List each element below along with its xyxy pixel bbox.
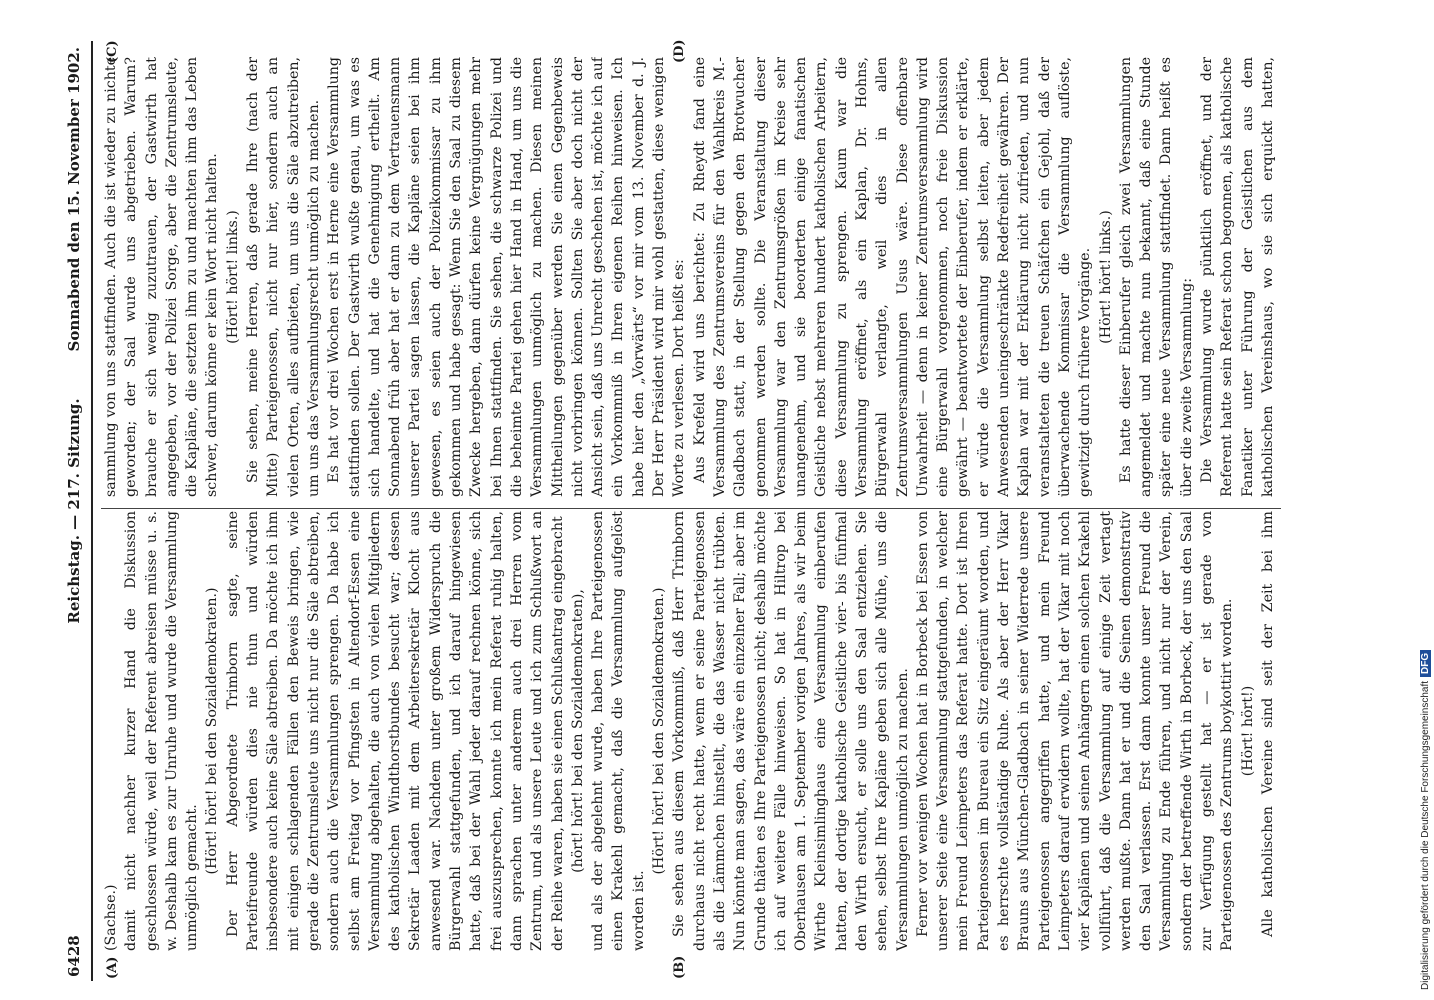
paragraph: Es hatte dieser Einberufer gleich zwei Versammlungen angemeldet und machte nun bekannt, daß eine Stunde später eine neue Versammlung stattfindet. Dann heißt es über die zweite Versammlung:	[1117, 57, 1195, 497]
session-title: Reichstag. — 217. Sitzung.	[65, 398, 83, 624]
quoted-paragraph: Aus Krefeld wird uns berichtet: Zu Rheydt fand eine Versammlung des Zentrumsvereins für den Wahlkreis M.-Gladbach statt, in der Stellung gegen den Brotwucher genommen werden sollte. Die Veranstaltung dieser Versammlung war den Zentrumsgrößen im Kreise sehr unangenehm, und sie beorderten einige fanatischen Geistliche nebst mehreren hundert katholischen Arbeitern, diese Versammlung zu sprengen. Kaum war die Versammlung eröffnet, als ein Kaplan, Dr. Hohns, Bürgerwahl verlangte, weil dies in allen Zentrumsversammlungen Usus wäre. Diese offenbare Unwahrheit — denn in keiner Zentrumsversammlung wird eine Bürgerwahl vorgenommen, noch freie Diskussion gewährt — beantwortete der Einberufer, indem er erklärte, er würde die Versammlung selbst leiten, aber jedem Anwesenden uneingeschränkte Redefreiheit gewähren. Der Kaplan war mit der Erklärung nicht zufrieden, und nun veranstalteten die treuen Schäfchen ein Gejohl, daß der überwachende Kommissar die Versammlung auflöste, gewitzigt durch frühere Vorgänge.	[691, 57, 1094, 497]
page-header	[57, 41, 93, 981]
paragraph: Alle katholischen Vereine sind seit der Zeit bei ihm	[1259, 511, 1276, 937]
interjection: (Hört! hört! bei den Sozialdemokraten.)	[651, 587, 668, 875]
speaker-name: (Sachse.)	[103, 884, 119, 951]
margin-mark-b: (B)	[672, 955, 687, 979]
paragraph: Es hat vor drei Wochen erst in Herne eine Versammlung stattfinden sollen. Der Gastwirth wußte genau, um was es sich handelte, und hat die Genehmigung ertheilt. Am Sonnabend früh aber hat er dann zu dem Vertrauensmann unserer Partei sagen lassen, die Kapläne seien bei ihm gewesen, es seien auch der Polizeikommissar zu ihm gekommen und habe gesagt: Wenn Sie den Saal zu diesem Zwecke hergeben, dann dürfen keine Vergnügungen mehr bei Ihnen stattfinden. Sie sehen, die schwarze Polizei und die beheimte Partei gehen hier Hand in Hand, um uns die Versammlungen unmöglich zu machen. Diesen meinen Mittheilungen gegenüber werden Sie einen Gegenbeweis nicht vorbringen können. Sollten Sie aber doch nicht der Ansicht sein, daß uns Unrecht geschehen ist, möchte ich auf ein Vorkommniß in Ihren eigenen Reihen hinweisen. Ich habe hier den „Vorwärts“ vor mir vom 13. November d. J. Der Herr Präsident wird mir wohl gestatten, diese wenigen Worte zu verlesen. Dort heißt es:	[326, 57, 688, 497]
interjection: (Hört! hört! bei den Sozialdemokraten.)	[204, 587, 221, 875]
paragraph: damit nicht nachher kurzer Hand die Diskussion geschlossen würde, weil der Referent abreisen müsse u. s. w. Deshalb kam es zur Unruhe und wurde die Versammlung unmöglich gemacht.	[123, 511, 201, 951]
dfg-logo: DFG	[1420, 650, 1431, 677]
margin-mark-a: (A)	[105, 956, 120, 979]
paragraph: Sie sehen aus diesem Vorkommniß, daß Herr Trimborn durchaus nicht recht hatte, wenn er seine Parteigenossen als die Lämmchen hinstellt, die das Wasser nicht trübten. Nun könnte man sagen, das wäre ein einzelner Fall; aber im Grunde thäten es Ihre Parteigenossen nicht; deshalb möchte ich auf weitere Fälle hinweisen. So hat in Hiltrop bei Oberhausen am 1. September vorigen Jahres, als wir beim Wirthe Kleinsimlinghaus eine Versammlung einberufen hatten, der dortige katholische Geistliche vier- bis fünfmal den Wirth ersucht, er solle uns den Saal entziehen. Sie sehen, selbst Ihre Kapläne geben sich alle Mühe, uns die Versammlungen unmöglich zu machen.	[671, 511, 911, 951]
interjection: (Hört! hört! links.)	[224, 210, 241, 344]
dfg-watermark	[1420, 10, 1434, 990]
paragraph: Der Herr Abgeordnete Trimborn sagte, seine Parteifreunde würden dies nie thun und würden insbesondere auch keine Säle abtreiben. Da möchte ich ihm mit einigen schlagenden Fällen den Beweis bringen, wie gerade die Zentrumsleute uns nicht nur die Säle abtreiben, sondern auch die Versammlungen sprengen. Da habe ich selbst am Freitag vor Pfingsten in Altendorf-Essen eine Versammlung abgehalten, die auch von vielen Mitgliedern des katholischen Windthorstbundes besucht war; dessen Sekretär Laaden mit dem Arbeitersekretär Klocht aus anwesend war. Nachdem unter großem Widerspruch die Bürgerwahl stattgefunden, und ich darauf hingewiesen hatte, daß bei der Wahl jeder darauf rechnen könne, sich frei auszusprechen, konnte ich mein Referat ruhig halten, dann sprachen unter anderem auch drei Herren vom Zentrum, und als unsere Leute und ich zum Schlußwort an der Reihe waren, haben sie einen Schlußantrag eingebracht	[224, 511, 566, 951]
interjection: (Hört! hört! links.)	[1097, 210, 1114, 344]
column-divider	[101, 508, 1281, 509]
quoted-paragraph: Die Versammlung wurde pünktlich eröffnet, und der Referent hatte sein Referat schon begonnen, als katholische Fanatiker unter Führung der Geistlichen aus dem katholischen Vereinshaus, wo sie sich erquickt hatten,	[1199, 57, 1276, 497]
right-text-column	[101, 57, 1281, 497]
paragraph: Sie sehen, meine Herren, daß gerade Ihre (nach der Mitte) Parteigenossen, nicht nur hier, sondern auch an vielen Orten, alles aufbieten, um uns die Säle abzutreiben, um uns das Versammlungsrecht unmöglich zu machen.	[245, 57, 322, 497]
document-sheet	[57, 41, 1347, 981]
paragraph: und als der abgelehnt wurde, haben Ihre Parteigenossen einen Krakehl gemacht, daß die Versammlung aufgelöst worden ist.	[590, 511, 647, 951]
watermark-text: Digitalisierung gefördert durch die Deutsche Forschungsgemeinschaft	[1420, 680, 1431, 990]
session-date: Sonnabend den 15. November 1902.	[65, 47, 83, 352]
paragraph: sammlung von uns stattfinden. Auch die ist wieder zu nichte geworden; der Saal wurde uns abgetrieben. Warum? brauche er sich wenig zuzutrauen, der Gastwirth hat angegeben, vor der Polizei Sorge, aber die Zentrumsleute, die Kapläne, die setzten ihm zu und machten ihm das Leben schwer, darum könne er kein Wort nicht halten.	[103, 57, 221, 497]
paragraph: Ferner vor wenigen Wochen hat in Borbeck bei Essen von unserer Seite eine Versammlung stattgefunden, in welcher mein Freund Leimpeters das Referat hatte. Dort ist Ihren Parteigenossen im Bureau ein Sitz eingeräumt worden, und es herrschte vollständige Ruhe. Als aber der Herr Vikar Brauns aus München-Gladbach in seiner Widerrede unsere Parteigenossen angegriffen hatte, und mein Freund Leimpeters darauf erwidern wollte, hat der Vikar mit noch vier Kaplänen und seinen Anhängern einen solchen Krakehl vollführt, daß die Versammlung auf einige Zeit vertagt werden mußte. Dann hat er und die Seinen demonstrativ den Saal verlassen. Erst dann konnte unser Freund die Versammlung zu Ende führen, und nicht nur der Verein, sondern der betreffende Wirth in Borbeck, der uns den Saal zur Verfügung gestellt hat — er ist gerade von Parteigenossen des Zentrums boykottirt worden.	[914, 511, 1236, 951]
interjection: (hört! hört! bei den Sozialdemokraten),	[569, 589, 586, 873]
left-text-column	[101, 511, 1281, 951]
margin-mark-d: (D)	[672, 39, 687, 63]
page-number: 6428	[65, 935, 83, 977]
margin-mark-c: (C)	[105, 40, 120, 63]
interjection: (Hört! hört!)	[1239, 685, 1256, 777]
